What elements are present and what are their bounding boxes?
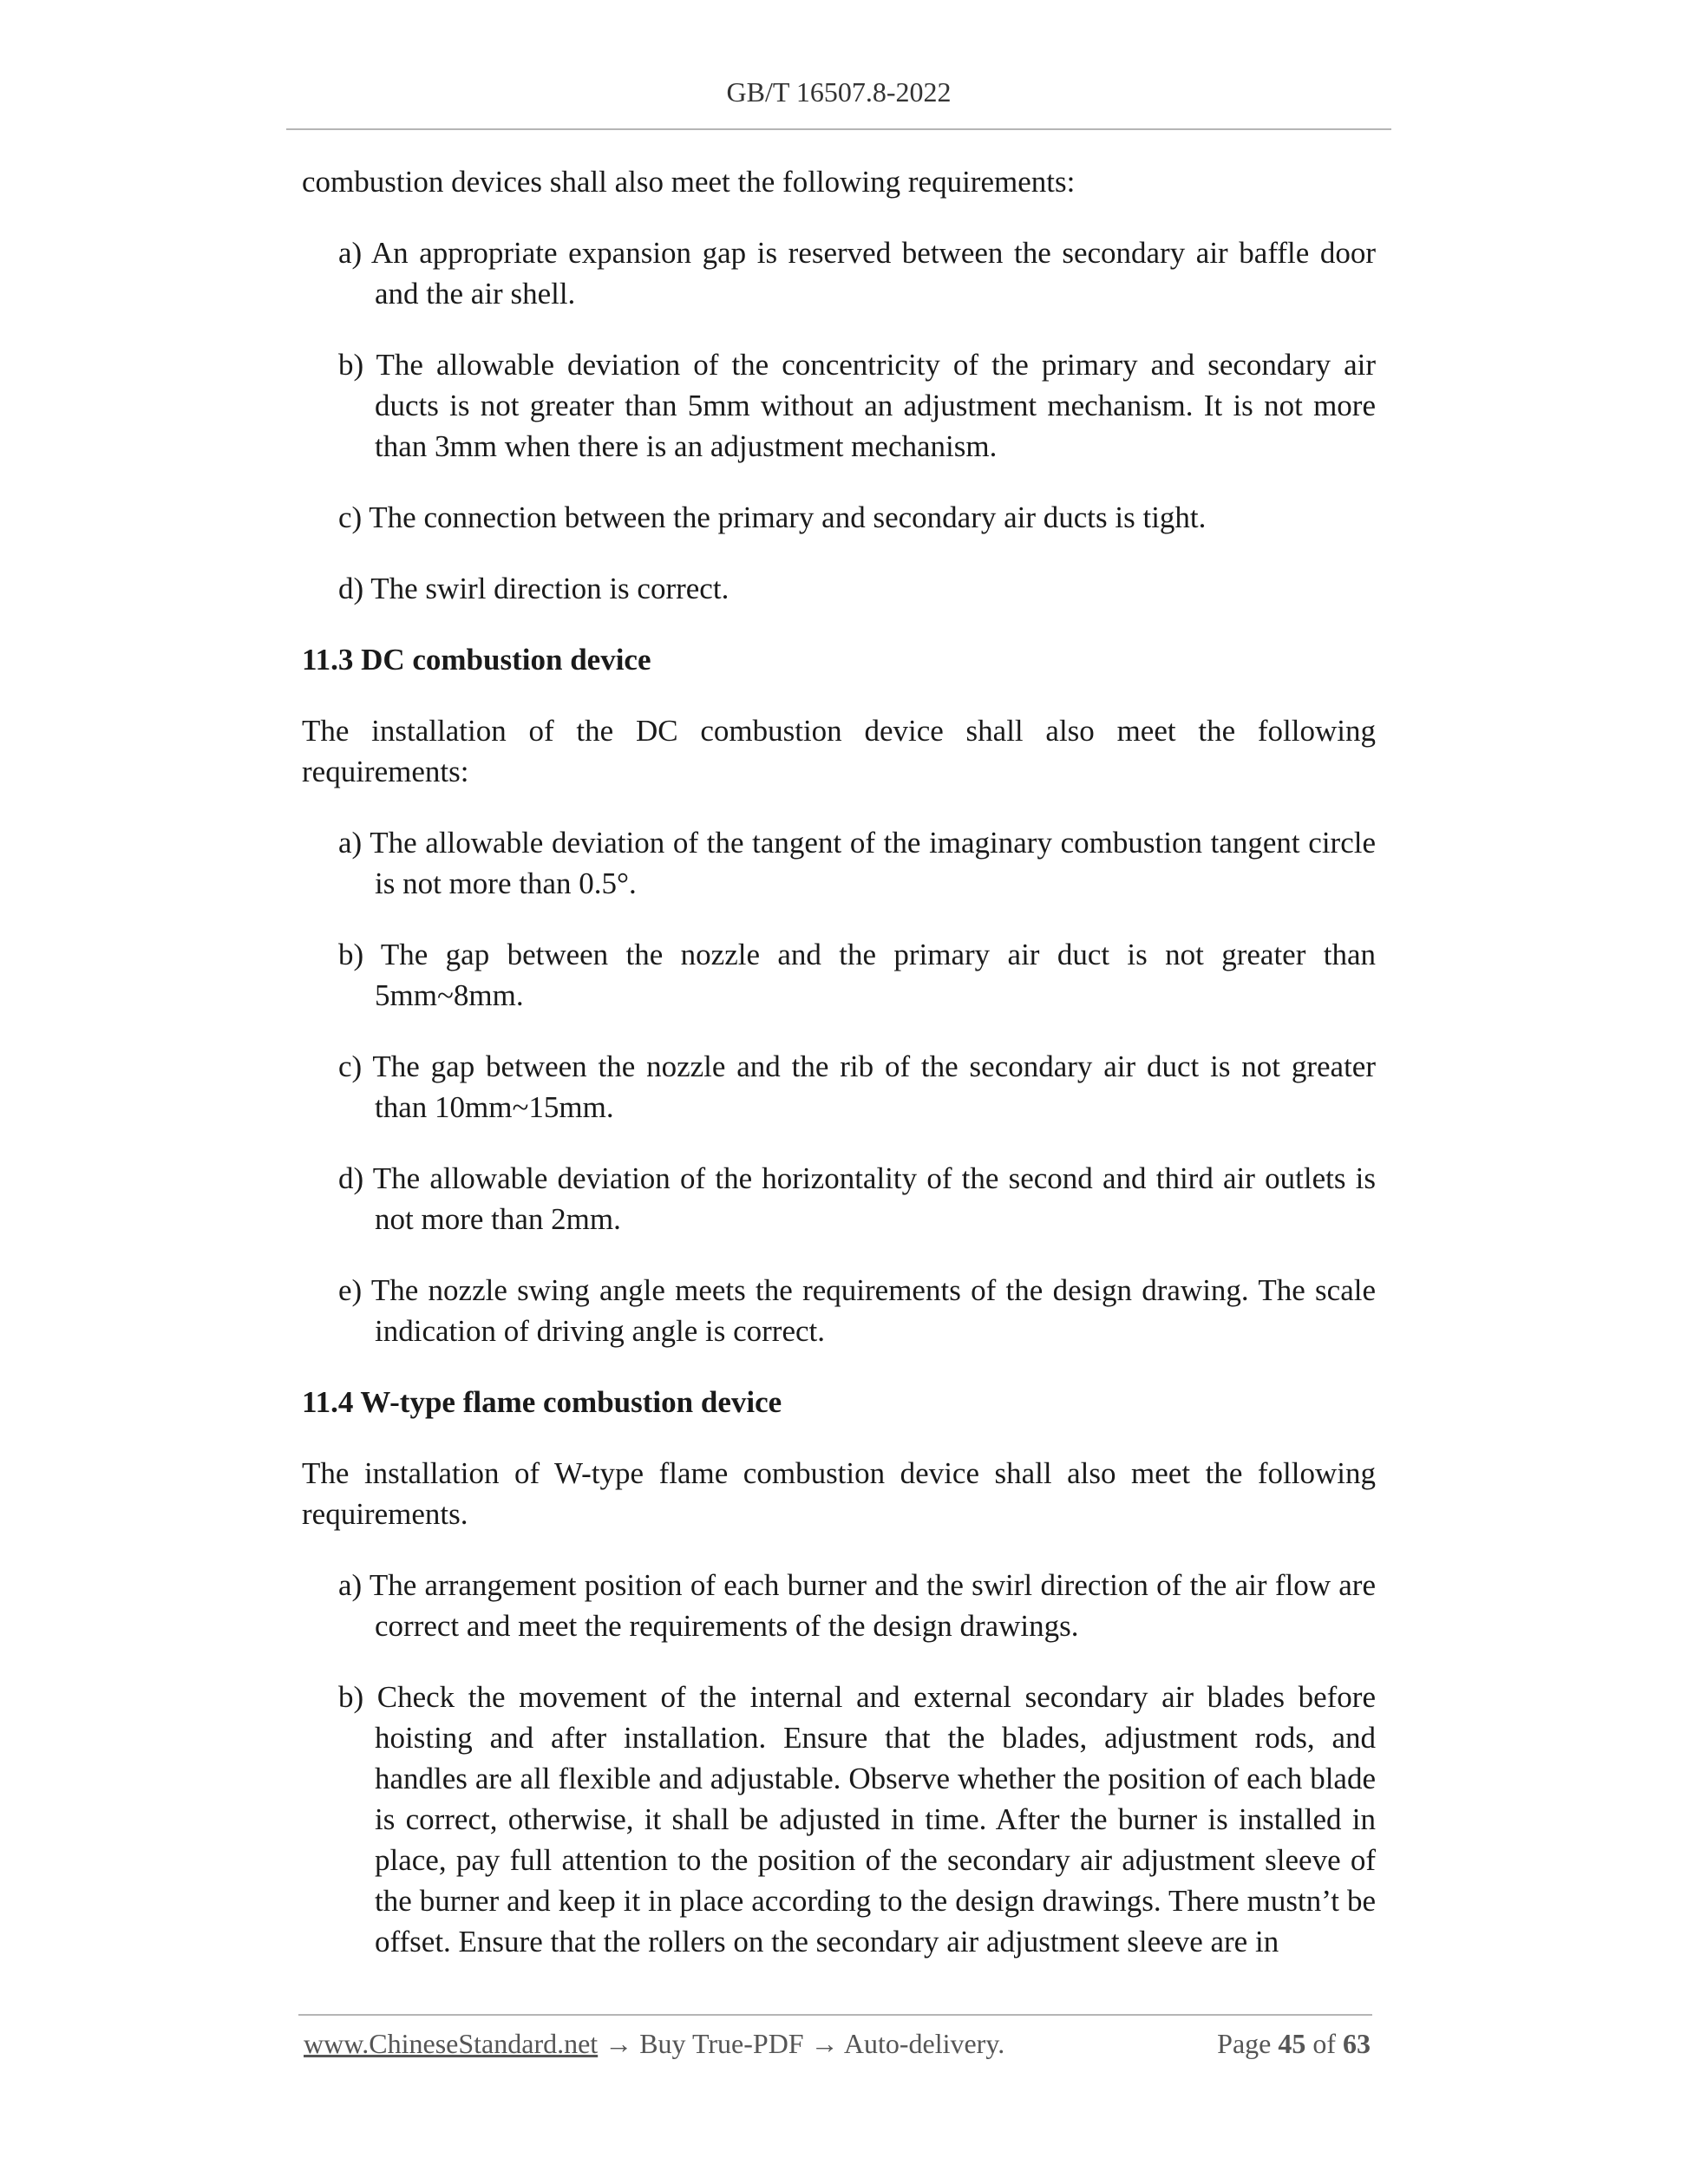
- list-item: b) Check the movement of the internal and external secondary air blades before hoisting and after installation. Ensure that the blades, adjustment rods, and handles are all flexible and adjustable. Observe whether the position of each blade is correct, otherwise, it shall be adjusted in time. After the burner is installed in place, pay full attention to the position of the secondary air adjustment sleeve of the burner and keep it in place according to the design drawings. There mustn’t be offset. Ensure that the rollers on the secondary air adjustment sleeve are in: [338, 1680, 1376, 1958]
- requirements-list-11-2: [302, 232, 1376, 609]
- list-item: c) The connection between the primary and secondary air ducts is tight.: [338, 500, 1207, 534]
- page-indicator: [1217, 2028, 1371, 2060]
- page-header-standard-code: GB/T 16507.8-2022: [726, 76, 952, 108]
- list-item: b) The gap between the nozzle and the primary air duct is not greater than 5mm~8mm.: [338, 938, 1376, 1012]
- list-item: a) The arrangement position of each burner and the swirl direction of the air flow are correct and meet the requirements of the design drawings.: [338, 1568, 1376, 1643]
- page-current: 45: [1278, 2028, 1306, 2059]
- section-11-4-intro: The installation of W-type flame combustion device shall also meet the following requirements.: [302, 1456, 1376, 1531]
- requirements-list-11-4: [302, 1565, 1376, 1962]
- footer-promo: [304, 2028, 1004, 2060]
- requirements-list-11-3: [302, 822, 1376, 1351]
- page-label: Page: [1217, 2028, 1272, 2059]
- header-divider: [286, 128, 1391, 130]
- intro-paragraph: combustion devices shall also meet the following requirements:: [302, 165, 1076, 199]
- list-item: e) The nozzle swing angle meets the requirements of the design drawing. The scale indication of driving angle is correct.: [338, 1273, 1376, 1348]
- footer-divider: [298, 2014, 1372, 2016]
- list-item: a) An appropriate expansion gap is reserved between the secondary air baffle door and the air shell.: [338, 236, 1376, 311]
- section-11-3-intro: The installation of the DC combustion device shall also meet the following requirements:: [302, 714, 1376, 788]
- website-link[interactable]: www.ChineseStandard.net: [304, 2028, 599, 2059]
- list-item: c) The gap between the nozzle and the rib of the secondary air duct is not greater than 10mm~15mm.: [338, 1049, 1376, 1124]
- footer-promo-text: → Buy True-PDF → Auto-delivery.: [598, 2028, 1005, 2059]
- list-item: d) The allowable deviation of the horizontality of the second and third air outlets is not more than 2mm.: [338, 1161, 1376, 1236]
- section-heading-11-4: 11.4 W-type flame combustion device: [302, 1385, 782, 1419]
- list-item: b) The allowable deviation of the concentricity of the primary and secondary air ducts is not greater than 5mm without an adjustment mechanism. It is not more than 3mm when there is an adjustment mechanism.: [338, 348, 1376, 463]
- section-heading-11-3: 11.3 DC combustion device: [302, 643, 651, 677]
- list-item: a) The allowable deviation of the tangent of the imaginary combustion tangent circle is not more than 0.5°.: [338, 826, 1376, 900]
- page-of-label: of: [1312, 2028, 1336, 2059]
- document-body: [302, 161, 1376, 1992]
- page-total: 63: [1343, 2028, 1371, 2059]
- list-item: d) The swirl direction is correct.: [338, 572, 730, 605]
